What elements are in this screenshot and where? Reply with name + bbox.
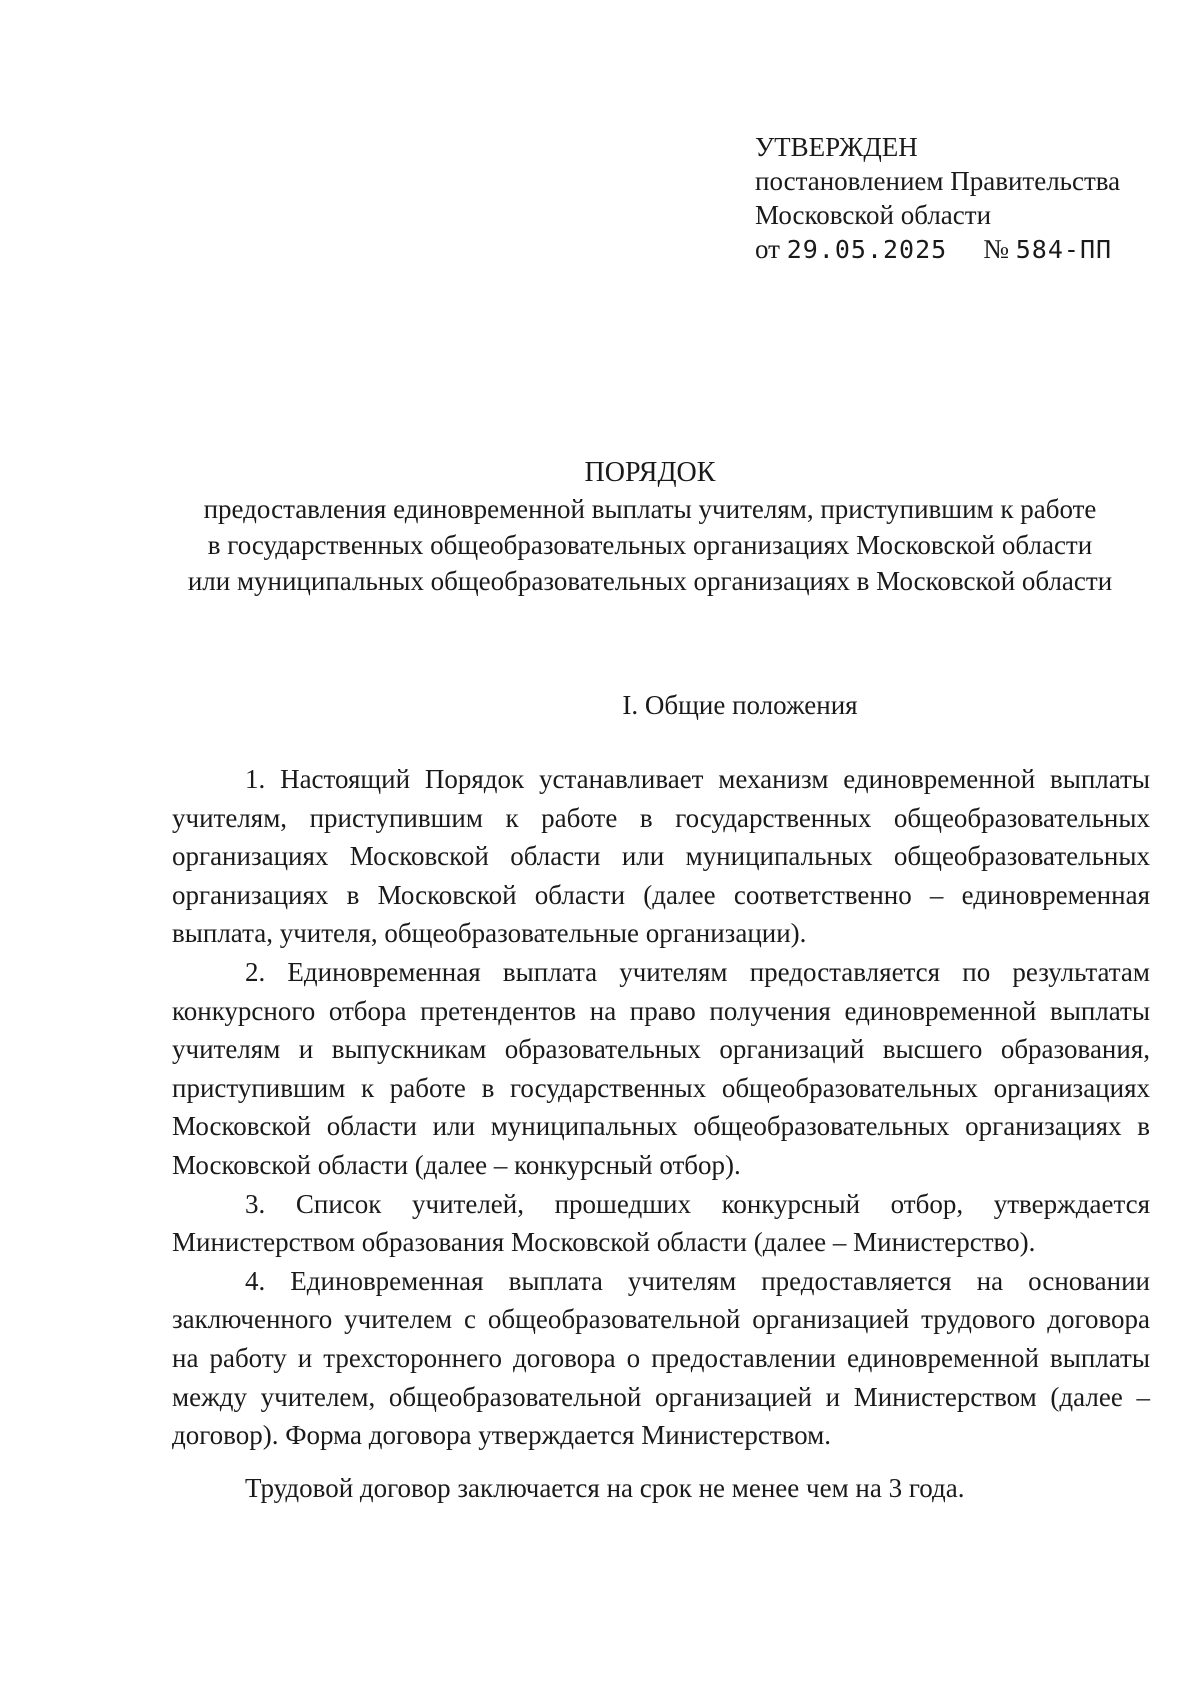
document-title: ПОРЯДОК xyxy=(584,457,716,488)
paragraph-2: 2. Единовременная выплата учителям предоставляется по результатам конкурсного отбора претендентов на право получения единовременной выплаты учителям и выпускникам образовательных организаций высшего образования, приступившим к работе в государственных общеобразовательных организациях Московской области или муниципальных общеобразовательных организациях в Московской области (далее – конкурсный отбор). xyxy=(172,956,1150,1180)
paragraph-1: 1. Настоящий Порядок устанавливает механизм единовременной выплаты учителям, приступившим к работе в государственных общеобразовательных организациях Московской области или муниципальных общеобразовательных организациях в Московской области (далее соответственно – единовременная выплата, учителя, общеобразовательные организации). xyxy=(172,764,1150,949)
approval-number: 584-ПП xyxy=(1015,235,1113,264)
approval-date: 29.05.2025 xyxy=(786,235,948,264)
approval-date-line xyxy=(755,232,1120,267)
document-subtitle-line-2: в государственных общеобразовательных организациях Московской области xyxy=(207,530,1093,560)
approval-number-sign: № xyxy=(983,234,1009,264)
approval-date-prefix: от xyxy=(755,234,780,264)
document-subtitle-line-3: или муниципальных общеобразовательных организациях в Московской области xyxy=(187,566,1113,596)
approval-heading: УТВЕРЖДЕН xyxy=(755,132,918,162)
paragraph-4: 4. Единовременная выплата учителям предоставляется на основании заключенного учителем с общеобразовательной организацией трудового договора на работу и трехстороннего договора о предоставлении единовременной выплаты между учителем, общеобразовательной организацией и Министерством (далее – договор). Форма договора утверждается Министерством. xyxy=(172,1265,1150,1451)
approval-line-1: постановлением Правительства xyxy=(755,166,1121,196)
approval-line-2: Московской области xyxy=(755,200,992,230)
paragraph-5: Трудовой договор заключается на срок не менее чем на 3 года. xyxy=(245,1472,965,1503)
approval-block xyxy=(755,130,1120,267)
body-text xyxy=(172,760,1150,1507)
document-subtitle-line-1: предоставления единовременной выплаты учителям, приступившим к работе xyxy=(203,494,1097,524)
document-title-block xyxy=(150,455,1150,599)
paragraph-3: 3. Список учителей, прошедших конкурсный отбор, утверждается Министерством образования Московской области (далее – Министерство). xyxy=(172,1188,1150,1258)
section-heading: I. Общие положения xyxy=(622,690,858,720)
